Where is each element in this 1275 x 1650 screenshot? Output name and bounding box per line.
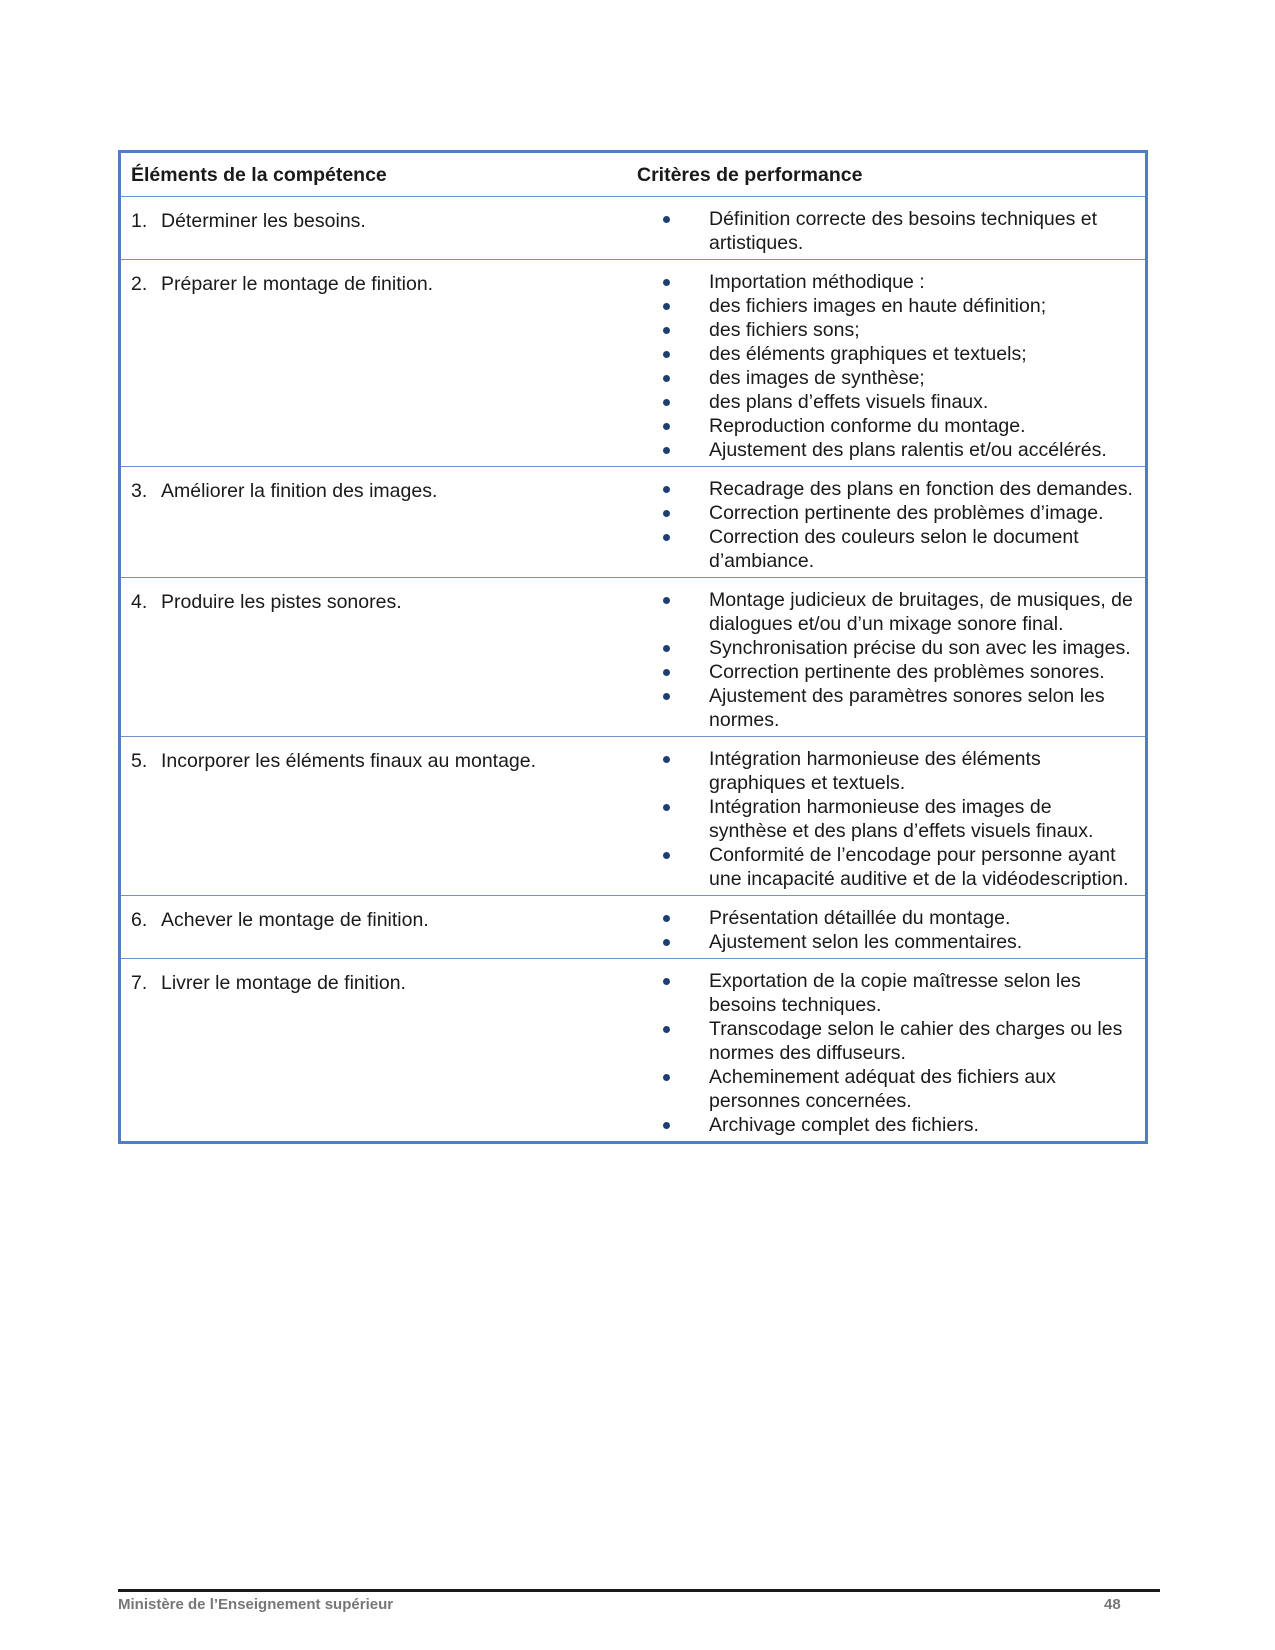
element-text: Déterminer les besoins. bbox=[161, 210, 366, 232]
criteria-cell bbox=[619, 737, 1145, 895]
header-criteria: Critères de performance bbox=[637, 164, 863, 186]
element-cell bbox=[121, 260, 619, 466]
element-text: Achever le montage de finition. bbox=[161, 909, 429, 931]
criteria-item: Exportation de la copie maîtresse selon les besoins techniques. bbox=[619, 969, 1133, 1017]
element-cell bbox=[121, 578, 619, 736]
element-number: 5. bbox=[131, 750, 148, 772]
criteria-item: Montage judicieux de bruitages, de musiques, de dialogues et/ou d’un mixage sonore final. bbox=[619, 588, 1133, 636]
criteria-list bbox=[619, 467, 1133, 577]
table-row bbox=[121, 736, 1145, 895]
element-text: Livrer le montage de finition. bbox=[161, 972, 406, 994]
criteria-item: Acheminement adéquat des fichiers aux personnes concernées. bbox=[619, 1065, 1133, 1113]
table-row bbox=[121, 577, 1145, 736]
element-number: 6. bbox=[131, 909, 148, 931]
element-item bbox=[131, 959, 619, 995]
criteria-item: des fichiers images en haute définition; bbox=[619, 294, 1133, 318]
element-cell bbox=[121, 737, 619, 895]
criteria-item: Ajustement des paramètres sonores selon les normes. bbox=[619, 684, 1133, 732]
element-text: Améliorer la finition des images. bbox=[161, 480, 438, 502]
criteria-item: des fichiers sons; bbox=[619, 318, 1133, 342]
element-item bbox=[131, 260, 619, 296]
element-cell bbox=[121, 467, 619, 577]
page-number: 48 bbox=[1104, 1596, 1121, 1613]
competence-table bbox=[118, 150, 1148, 1144]
criteria-list bbox=[619, 260, 1133, 466]
criteria-list bbox=[619, 737, 1133, 895]
table-header-row bbox=[121, 153, 1145, 196]
criteria-item: Archivage complet des fichiers. bbox=[619, 1113, 1133, 1137]
element-item bbox=[131, 896, 619, 932]
criteria-item: Ajustement des plans ralentis et/ou accélérés. bbox=[619, 438, 1133, 462]
table-row bbox=[121, 958, 1145, 1141]
criteria-cell bbox=[619, 959, 1145, 1141]
element-text: Produire les pistes sonores. bbox=[161, 591, 402, 613]
criteria-cell bbox=[619, 260, 1145, 466]
criteria-item: des images de synthèse; bbox=[619, 366, 1133, 390]
footer-divider bbox=[118, 1589, 1160, 1592]
element-number: 7. bbox=[131, 972, 148, 994]
criteria-item: Correction des couleurs selon le document d’ambiance. bbox=[619, 525, 1133, 573]
criteria-cell bbox=[619, 467, 1145, 577]
header-elements: Éléments de la compétence bbox=[131, 164, 387, 186]
table-row bbox=[121, 259, 1145, 466]
criteria-item: Recadrage des plans en fonction des demandes. bbox=[619, 477, 1133, 501]
element-text: Préparer le montage de finition. bbox=[161, 273, 434, 295]
criteria-list bbox=[619, 959, 1133, 1141]
element-text: Incorporer les éléments finaux au montage. bbox=[161, 750, 537, 772]
criteria-cell bbox=[619, 578, 1145, 736]
element-item bbox=[131, 578, 619, 614]
criteria-item: Transcodage selon le cahier des charges ou les normes des diffuseurs. bbox=[619, 1017, 1133, 1065]
element-item bbox=[131, 737, 619, 773]
criteria-item: Définition correcte des besoins techniques et artistiques. bbox=[619, 207, 1133, 255]
criteria-item: Importation méthodique : bbox=[619, 270, 1133, 294]
criteria-cell bbox=[619, 896, 1145, 958]
criteria-list bbox=[619, 578, 1133, 736]
criteria-item: Correction pertinente des problèmes sonores. bbox=[619, 660, 1133, 684]
criteria-cell bbox=[619, 197, 1145, 259]
criteria-item: Intégration harmonieuse des images de synthèse et des plans d’effets visuels finaux. bbox=[619, 795, 1133, 843]
table-row bbox=[121, 895, 1145, 958]
element-number: 2. bbox=[131, 273, 148, 295]
element-cell bbox=[121, 959, 619, 1141]
criteria-item: Présentation détaillée du montage. bbox=[619, 906, 1133, 930]
criteria-item: Correction pertinente des problèmes d’image. bbox=[619, 501, 1133, 525]
element-item bbox=[131, 197, 619, 233]
criteria-item: des plans d’effets visuels finaux. bbox=[619, 390, 1133, 414]
element-item bbox=[131, 467, 619, 503]
criteria-item: Ajustement selon les commentaires. bbox=[619, 930, 1133, 954]
criteria-item: Intégration harmonieuse des éléments graphiques et textuels. bbox=[619, 747, 1133, 795]
criteria-item: des éléments graphiques et textuels; bbox=[619, 342, 1133, 366]
element-cell bbox=[121, 197, 619, 259]
element-number: 4. bbox=[131, 591, 148, 613]
table-row bbox=[121, 196, 1145, 259]
element-cell bbox=[121, 896, 619, 958]
criteria-item: Reproduction conforme du montage. bbox=[619, 414, 1133, 438]
criteria-item: Conformité de l’encodage pour personne ayant une incapacité auditive et de la vidéodescription. bbox=[619, 843, 1133, 891]
footer-publisher: Ministère de l’Enseignement supérieur bbox=[118, 1596, 394, 1613]
criteria-list bbox=[619, 197, 1133, 259]
criteria-list bbox=[619, 896, 1133, 958]
element-number: 1. bbox=[131, 210, 148, 232]
table-row bbox=[121, 466, 1145, 577]
criteria-item: Synchronisation précise du son avec les images. bbox=[619, 636, 1133, 660]
element-number: 3. bbox=[131, 480, 148, 502]
